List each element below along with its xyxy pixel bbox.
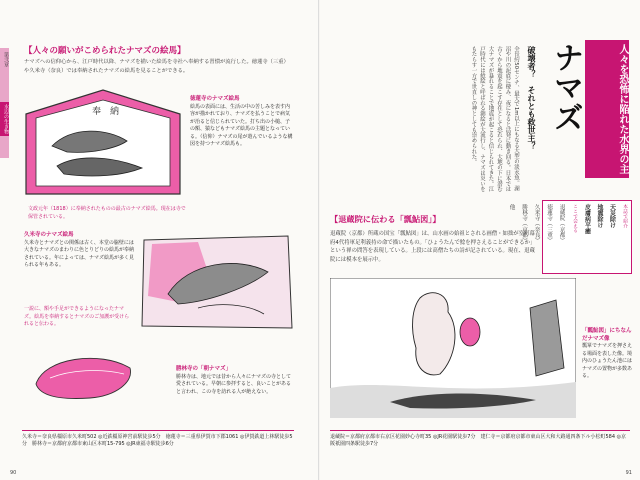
box2-line-4: 勝林寺（京都） bbox=[521, 204, 527, 244]
title-namazu: ナマズ bbox=[548, 42, 583, 132]
box1-line-3: 皮膚病平癒 bbox=[583, 204, 591, 234]
ema2-caption-body: 久米寺とナマズとの関係は古く、本堂の脇壁には大きなナマズのまわりに色とりどりの絵馬が奉納されている。年によっては、ナマズ絵馬が多く見られる年もある。 bbox=[24, 239, 135, 268]
ema2-caption-title: 久米寺のナマズ絵馬 bbox=[24, 232, 74, 238]
title-band: 人々を恐怖に陥れた水界の主 bbox=[585, 40, 629, 178]
body-text: 全長約50センチ、最大で1m以上にもなる大型の淡水魚。湖沼や川の泥底に棲み、夜になると活発に動き回る。日本では古くから地震を起こす存在として恐れられ、大地の下に潜む大ナマズが暴れることで地震が起こると信じられてきた。江戸時代には鯰絵と呼ばれる錦絵が大流行し、ナマズは災いをもたらす一方で世直しの神としても崇められた。 bbox=[470, 46, 519, 192]
title-subtitle: 破壊者？ それとも救世主？ bbox=[527, 46, 536, 150]
ema2-caption bbox=[24, 232, 134, 270]
ema1-subcaption-text: 文政元年（1818）に奉納されたものの最古のナマズ絵馬。現在は寺で保管されている。 bbox=[28, 206, 186, 220]
left-page-number: 90 bbox=[10, 470, 17, 476]
footer-rule bbox=[22, 430, 294, 431]
box2-line-5: 他 bbox=[508, 204, 515, 210]
ema-drawing bbox=[22, 86, 184, 198]
hyonenzu-illustration bbox=[330, 278, 576, 418]
section-heading: 【人々の願いがこめられたナマズの絵馬】 bbox=[24, 46, 186, 56]
kumedera-ema-drawing bbox=[138, 232, 294, 332]
box2-title: ここで会える bbox=[572, 204, 577, 233]
svg-text:奉: 奉 bbox=[92, 107, 102, 117]
ema3-caption bbox=[176, 366, 294, 396]
hyonenzu-caption bbox=[582, 328, 634, 381]
ema3-caption-title: 勝林寺の「朝ナマズ」 bbox=[176, 366, 232, 372]
ema1-caption bbox=[190, 96, 294, 149]
box2-line-3: 久米寺（奈良） bbox=[533, 204, 540, 244]
info-box bbox=[508, 200, 632, 274]
right-footer-rule bbox=[330, 430, 630, 431]
hyonenzu-drawing bbox=[330, 278, 576, 418]
ema1-caption-title: 徳蓮寺のナマズ絵馬 bbox=[190, 96, 240, 102]
right-footer-text: 退蔵院＝京都府京都市右京区花園妙心寺町35 ◎JR花園駅徒歩7分 建仁寺＝京都府京都市東山区大和大路通四条下ル小松町584 ◎京阪祇園四条駅徒歩7分 bbox=[330, 434, 626, 447]
ema1-subcaption bbox=[28, 206, 188, 221]
ema-illustration-3 bbox=[30, 344, 140, 404]
left-footer bbox=[22, 434, 294, 470]
chapter-tab-label: 第弐章 bbox=[3, 52, 9, 67]
tozoin-heading: 【退蔵院に伝わる「瓢鮎図」】 bbox=[330, 214, 441, 224]
box1-line-1: 天災除け bbox=[608, 204, 616, 228]
left-footer-text: 久米寺＝奈良県橿原市久米町502 ◎近鉄橿原神宮前駅徒歩5分 徳蓮寺＝三重県伊賀市下郡1061 ◎伊賀鉄道上林駅徒歩5分 勝林寺＝京都府京都市東山区本町15-795 ◎JR東福寺駅徒歩6分 bbox=[22, 434, 293, 447]
right-footer bbox=[330, 434, 630, 470]
right-page bbox=[320, 0, 640, 480]
section-lead: ナマズへの信仰心から、江戸時代以降、ナマズを描いた絵馬を寺社へ奉納する習慣が流行した。徳蓮寺（三重）や久米寺（奈良）では奉納されたナマズの絵馬を見ることができる。 bbox=[24, 59, 287, 74]
box1-title: 本誌で紹介 bbox=[622, 204, 627, 228]
ema1-caption-body: 絵馬の表面には、生活の中の苦しみを表す内容が描かれており、ナマズを払うことで病気が治ると信じられていた。打ち出の小槌、子の額、猿などもナマズ絵馬の主題となっている。（信仰）ナマズの尾が遊んでいるような構図を持つナマズ絵馬も。 bbox=[190, 103, 293, 147]
chapter-tab-sub: 水辺の生き物 bbox=[0, 102, 9, 136]
ema2-subcaption-text: 一説に、額や手足ができるようになったナマズ。絵馬を奉納するとナマズのご加護が受けられると伝わる。 bbox=[24, 306, 130, 327]
left-page bbox=[0, 0, 319, 480]
shorinji-namazu-drawing bbox=[30, 344, 140, 404]
box2-line-2: 徳蓮寺（三重） bbox=[546, 204, 552, 244]
ema3-caption-body: 勝林寺は、地元では昔から人々にナマズの寺として愛されている。早朝に参拝すると、良いことがあると言われ、この寺を訪れる人が絶えない。 bbox=[176, 373, 292, 395]
tozoin-lead: 退蔵院（京都）所蔵の国宝「瓢鮎図」は、山水画の始祖とされる画僧・如拙が室町幕府4代将軍足利義持の命で描いたもの。「ひょうたんで鯰を押さえることができるか」という禅の問答を表現している。上段には高僧たちの詩が記されている。現在、退蔵院には模本を展示中。 bbox=[330, 231, 536, 263]
ema-illustration-1 bbox=[22, 86, 184, 198]
box1-line-2: 地震除け bbox=[596, 204, 603, 228]
hyonenzu-caption-title: 「瓢鮎図」にちなんだナマズ像 bbox=[582, 328, 632, 342]
svg-text:納: 納 bbox=[110, 107, 120, 117]
ema-illustration-2 bbox=[138, 232, 294, 332]
hyonenzu-caption-body: 瓢箪でナマズを押さえる場面を表した像。境内のひょうたん池にはナマズの置物が多数ある。 bbox=[582, 343, 633, 379]
right-page-number: 91 bbox=[625, 470, 632, 476]
ema2-subcaption bbox=[24, 306, 132, 329]
box2-line-1: 退蔵院（京都） bbox=[558, 204, 565, 244]
